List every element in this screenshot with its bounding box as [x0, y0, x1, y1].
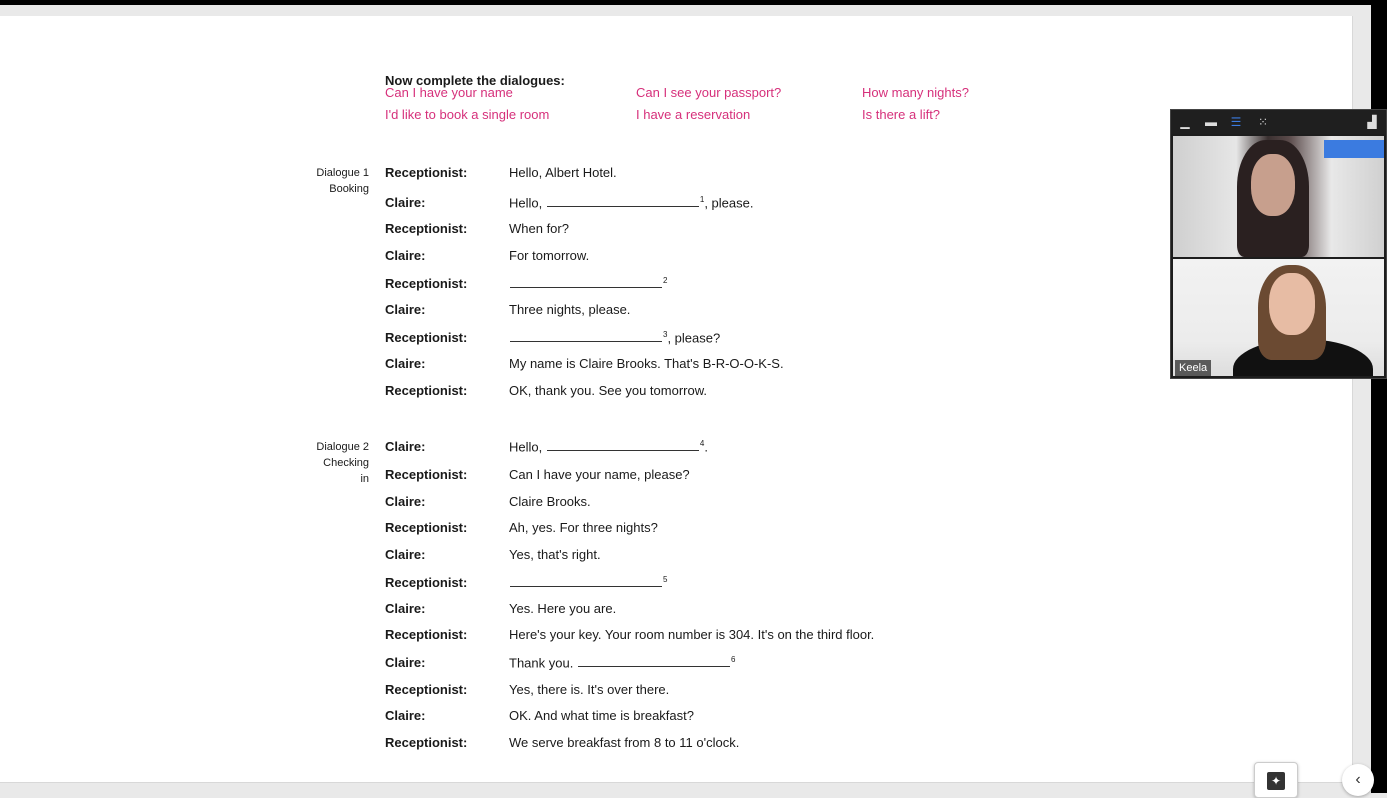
line-suffix: .	[704, 439, 708, 455]
dialogue-line: When for?	[509, 221, 569, 236]
option-4: I'd like to book a single room	[385, 107, 550, 122]
dialogue-1-title: Dialogue 1	[316, 167, 369, 179]
speaker-label: Receptionist:	[385, 682, 468, 697]
line-prefix: Thank you.	[509, 655, 577, 671]
dialogue-line: Ah, yes. For three nights?	[509, 520, 658, 535]
speaker-label: Receptionist:	[385, 383, 468, 398]
dialogue-2-subtitle-2: in	[360, 473, 369, 485]
option-1: Can I have your name	[385, 85, 513, 100]
dialogue-line: OK. And what time is breakfast?	[509, 708, 694, 723]
speaker-label: Claire:	[385, 195, 426, 210]
answer-blank	[510, 577, 662, 587]
blank-number: 6	[730, 655, 736, 664]
dialogue-2-subtitle: Checking	[323, 457, 369, 469]
video-panel[interactable]	[1170, 109, 1387, 379]
line-prefix: Hello,	[509, 439, 546, 455]
answer-blank	[510, 332, 662, 342]
speaker-view-active-icon[interactable]: ☰	[1230, 115, 1242, 129]
speaker-view-icon[interactable]: ▬	[1205, 115, 1217, 129]
line-suffix: , please.	[704, 195, 754, 211]
option-2: Can I see your passport?	[636, 85, 782, 100]
dialogue-line	[509, 195, 753, 210]
option-5: I have a reservation	[636, 107, 751, 122]
chevron-left-icon: ‹	[1355, 771, 1361, 788]
dialogue-line: Three nights, please.	[509, 302, 631, 317]
blurred-background	[1324, 140, 1384, 158]
dialogue-line	[509, 276, 667, 291]
speaker-label: Claire:	[385, 601, 426, 616]
speaker-label: Claire:	[385, 708, 426, 723]
dialogue-2-label	[299, 439, 369, 487]
dialogue-line	[509, 655, 735, 670]
line-suffix: , please?	[667, 330, 721, 346]
dialogue-line: OK, thank you. See you tomorrow.	[509, 383, 707, 398]
speaker-label: Claire:	[385, 655, 426, 670]
answer-blank	[510, 278, 662, 288]
dialogue-line: Yes, there is. It's over there.	[509, 682, 670, 697]
dialogue-line: Yes, that's right.	[509, 547, 601, 562]
exit-fullscreen-icon[interactable]: ▟	[1367, 115, 1377, 129]
speaker-label: Claire:	[385, 356, 426, 371]
speaker-label: Receptionist:	[385, 276, 468, 291]
option-6: Is there a lift?	[862, 107, 941, 122]
speaker-label: Claire:	[385, 248, 426, 263]
line-prefix: Hello,	[509, 195, 546, 211]
dialogue-line: We serve breakfast from 8 to 11 o'clock.	[509, 735, 740, 750]
dialogue-2-title: Dialogue 2	[316, 441, 369, 453]
speaker-label: Receptionist:	[385, 221, 468, 236]
blank-number: 3	[663, 330, 668, 339]
instruction-heading: Now complete the dialogues:	[385, 73, 565, 88]
document-page	[0, 16, 1353, 783]
speaker-label: Receptionist:	[385, 467, 468, 482]
speaker-label: Claire:	[385, 302, 426, 317]
dialogue-line	[509, 330, 720, 345]
participant-video-tile-1[interactable]	[1173, 136, 1384, 257]
option-3: How many nights?	[862, 85, 969, 100]
participant-video-tile-2[interactable]	[1173, 259, 1384, 376]
dialogue-line	[509, 575, 667, 590]
dialogue-1-label	[299, 165, 369, 197]
answer-blank	[547, 441, 699, 451]
top-bar	[0, 0, 1387, 5]
gallery-view-icon[interactable]: ⁙	[1257, 115, 1269, 129]
participant-name-label: Keela	[1175, 360, 1211, 376]
dialogue-line: Claire Brooks.	[509, 494, 591, 509]
speaker-label: Receptionist:	[385, 330, 468, 345]
speaker-label: Receptionist:	[385, 735, 468, 750]
dialogue-line	[509, 439, 708, 454]
speaker-label: Receptionist:	[385, 165, 468, 180]
speaker-label: Claire:	[385, 547, 426, 562]
sparkle-icon: ✦	[1267, 772, 1285, 790]
participant-face	[1251, 154, 1295, 216]
speaker-label: Receptionist:	[385, 627, 468, 642]
speaker-label: Claire:	[385, 439, 426, 454]
participant-face	[1269, 273, 1315, 335]
dialogue-line: Here's your key. Your room number is 304. It's on the third floor.	[509, 627, 875, 642]
answer-blank	[578, 657, 730, 667]
blank-number: 5	[663, 575, 668, 584]
speaker-label: Receptionist:	[385, 520, 468, 535]
answer-blank	[547, 197, 699, 207]
dialogue-line: Yes. Here you are.	[509, 601, 617, 616]
dialogue-line: Can I have your name, please?	[509, 467, 690, 482]
blank-number: 1	[699, 195, 705, 204]
dialogue-line: My name is Claire Brooks. That's B-R-O-O-K-S.	[509, 356, 784, 371]
minimize-icon[interactable]: ▁	[1180, 115, 1190, 129]
dialogue-line: Hello, Albert Hotel.	[509, 165, 617, 180]
collapse-panel-button[interactable]	[1342, 764, 1374, 796]
blank-number: 2	[663, 276, 668, 285]
dialogue-1-subtitle: Booking	[329, 183, 369, 195]
dialogue-line: For tomorrow.	[509, 248, 590, 263]
blank-number: 4	[699, 439, 705, 448]
video-toolbar	[1171, 110, 1386, 134]
speaker-label: Claire:	[385, 494, 426, 509]
speaker-label: Receptionist:	[385, 575, 468, 590]
